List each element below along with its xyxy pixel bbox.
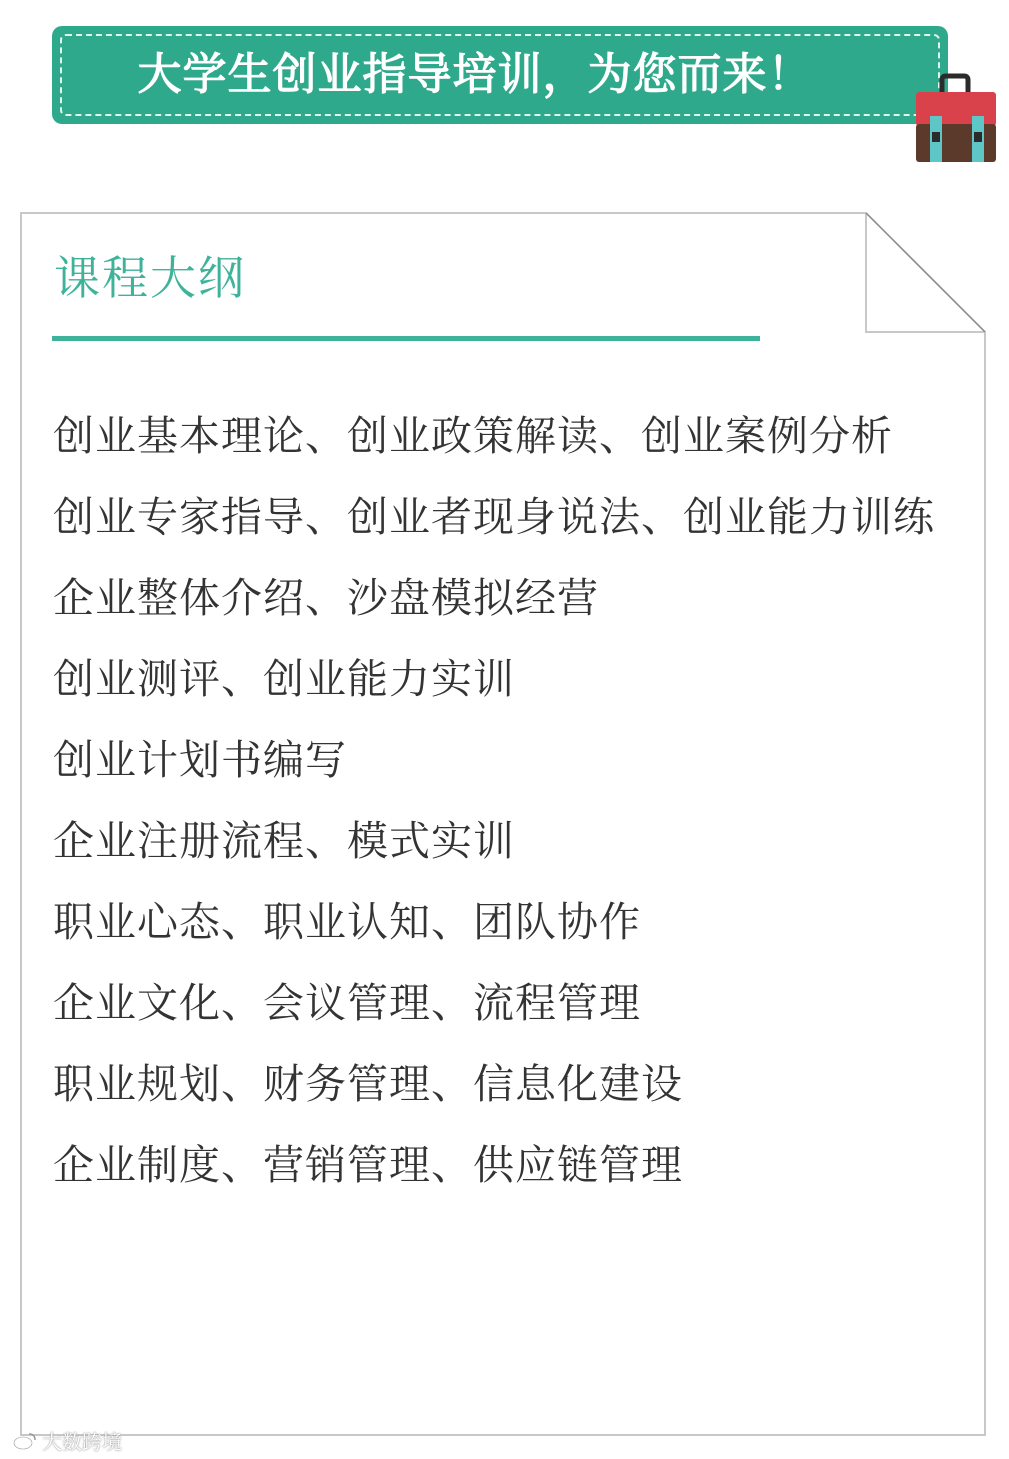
list-item: 创业计划书编写 xyxy=(53,736,347,784)
list-item: 企业制度、营销管理、供应链管理 xyxy=(53,1141,683,1189)
outline-list xyxy=(53,396,953,1206)
list-item: 职业心态、职业认知、团队协作 xyxy=(53,898,641,946)
list-item: 企业注册流程、模式实训 xyxy=(53,817,515,865)
course-outline-card xyxy=(20,212,986,1436)
banner-title: 大学生创业指导培训，为您而来！ xyxy=(137,49,813,100)
list-item: 职业规划、财务管理、信息化建设 xyxy=(53,1060,683,1108)
heading-underline xyxy=(52,336,760,341)
title-banner xyxy=(52,26,948,124)
watermark-text: 大数跨境 xyxy=(42,1430,122,1454)
watermark xyxy=(12,1426,122,1455)
list-item: 创业基本理论、创业政策解读、创业案例分析 xyxy=(53,412,893,460)
list-item: 企业文化、会议管理、流程管理 xyxy=(53,979,641,1027)
list-item: 企业整体介绍、沙盘模拟经营 xyxy=(53,574,599,622)
list-item: 创业测评、创业能力实训 xyxy=(53,655,515,703)
weibo-icon xyxy=(12,1431,38,1451)
outline-heading: 课程大纲 xyxy=(54,251,246,305)
briefcase-icon xyxy=(912,72,998,168)
list-item: 创业专家指导、创业者现身说法、创业能力训练 xyxy=(53,493,935,541)
